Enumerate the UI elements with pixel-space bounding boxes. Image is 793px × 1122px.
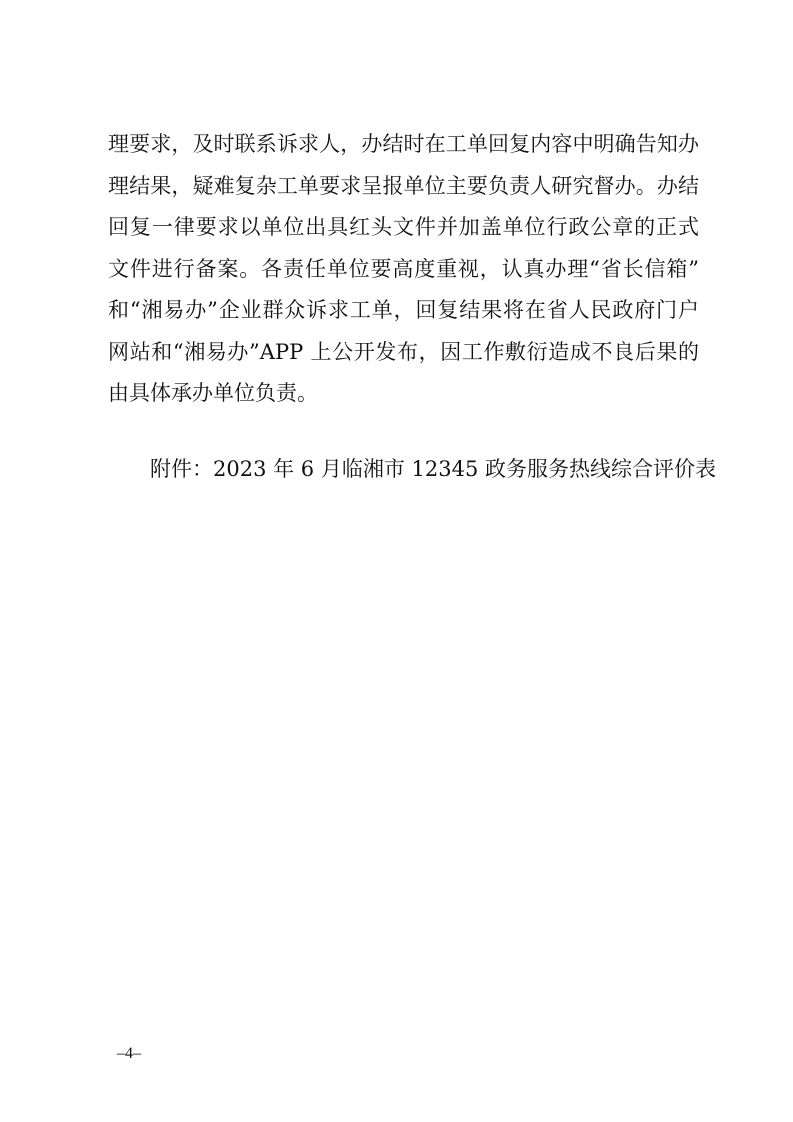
- body-text-line-1: 理要求，及时联系诉求人，办结时在工单回复内容中明确告知办: [108, 132, 699, 156]
- body-text-line-4: 文件进行备案。各责任单位要高度重视，认真办理“省长信箱”: [108, 257, 699, 281]
- body-text-line-2: 理结果，疑难复杂工单要求呈报单位主要负责人研究督办。办结: [108, 174, 699, 198]
- body-text-line-3: 回复一律要求以单位出具红头文件并加盖单位行政公章的正式: [108, 215, 699, 239]
- body-text-line-5: 和“湘易办”企业群众诉求工单，回复结果将在省人民政府门户: [108, 298, 699, 322]
- page-number: –4–: [117, 1045, 141, 1062]
- body-text-line-6: 网站和“湘易办”APP 上公开发布，因工作敷衍造成不良后果的: [108, 340, 699, 364]
- body-text-line-7: 由具体承办单位负责。: [108, 381, 318, 405]
- attachment-note: 附件：2023 年 6 月临湘市 12345 政务服务热线综合评价表: [150, 457, 716, 481]
